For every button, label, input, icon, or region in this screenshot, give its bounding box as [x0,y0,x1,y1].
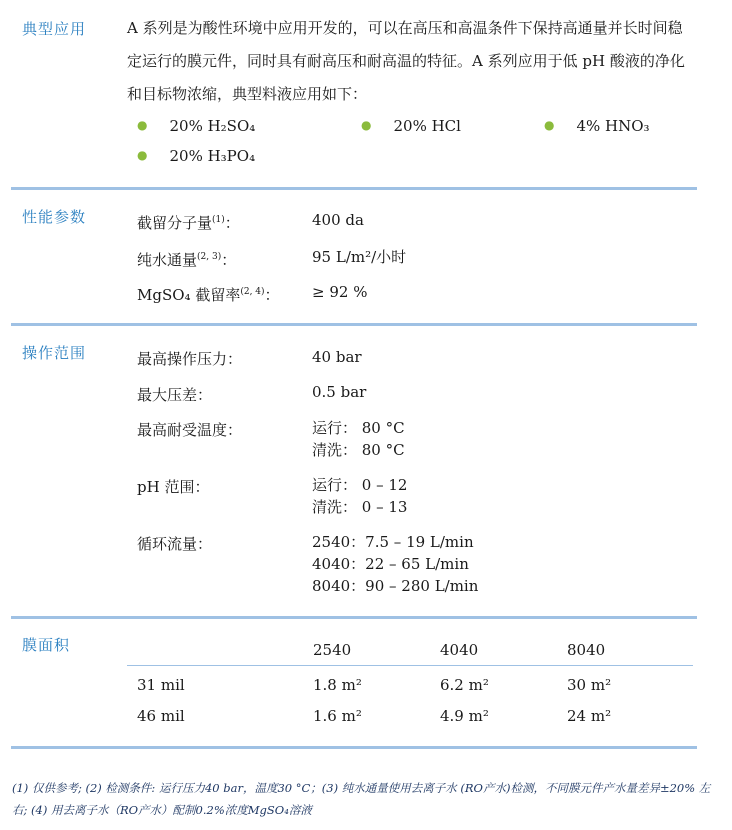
operation-value: 运行： 80 °C [312,419,405,437]
bullet-item: ● 20% H₃PO₄ [137,147,256,165]
section-title-typical: 典型应用 [22,20,87,38]
section-divider [11,187,697,190]
footnote: (1) 仅供参考; (2) 检测条件: 运行压力40 bar，温度30 °C；(3) 纯水通量使用去离子水 (RO产水)检测，不同膜元件产水量差异±20% 左右; (4) 用去离子水（RO产水）配制0.2%浓度MgSO₄溶液 [12,781,711,817]
section-title-operation: 操作范围 [22,344,87,362]
table-header: 2540 [313,641,352,659]
table-header: 4040 [440,641,479,659]
table-header: 8040 [567,641,606,659]
operation-value: 40 bar [312,348,362,366]
operation-value: 运行： 0 – 12 [312,476,408,494]
table-cell: 4.9 m² [440,707,489,725]
operation-label: 循环流量： [137,535,213,553]
table-cell: 24 m² [567,707,612,725]
table-cell: 6.2 m² [440,676,489,694]
param-value: ≥ 92 % [312,283,368,301]
param-value: 400 da [312,211,364,229]
operation-label: 最高耐受温度： [137,421,243,439]
table-cell: 1.6 m² [313,707,362,725]
typical-paragraph: A 系列是为酸性环境中应用开发的，可以在高压和高温条件下保持高通量并长时间稳定运行的膜元件，同时具有耐高压和耐高温的特征。A 系列应用于低 pH 酸液的净化和目标物浓缩，典型料液应用如下： [127,19,685,103]
param-label: 截留分子量$^{(1)}$： [137,214,240,232]
table-row-label: 46 mil [137,707,185,725]
operation-value: 2540：7.5 – 19 L/min [312,533,474,551]
section-title-performance: 性能参数 [22,208,87,226]
section-title-membrane: 膜面积 [22,636,71,654]
operation-value: 清洗： 0 – 13 [312,498,408,516]
operation-value: 清洗： 80 °C [312,441,405,459]
bullet-item: ● 4% HNO₃ [544,117,650,135]
operation-value: 8040：90 – 280 L/min [312,577,479,595]
bullet-dot-icon: ● [137,148,148,162]
param-value: 95 L/m²/小时 [312,248,407,266]
operation-label: 最大压差： [137,386,213,404]
bullet-item: ● 20% H₂SO₄ [137,117,256,135]
param-label: 纯水通量$^{(2, 3)}$： [137,251,237,269]
bullet-item: ● 20% HCl [361,117,461,135]
table-divider [127,665,693,666]
bullet-dot-icon: ● [361,118,372,132]
section-divider [11,616,697,619]
operation-label: 最高操作压力： [137,350,243,368]
table-cell: 1.8 m² [313,676,362,694]
bullet-dot-icon: ● [544,118,555,132]
param-label: MgSO₄ 截留率$^{(2, 4)}$： [137,286,280,304]
table-row-label: 31 mil [137,676,185,694]
operation-value: 0.5 bar [312,383,367,401]
table-cell: 30 m² [567,676,612,694]
section-divider [11,746,697,749]
operation-label: pH 范围： [137,478,210,496]
operation-value: 4040：22 – 65 L/min [312,555,469,573]
bullet-dot-icon: ● [137,118,148,132]
section-divider [11,323,697,326]
